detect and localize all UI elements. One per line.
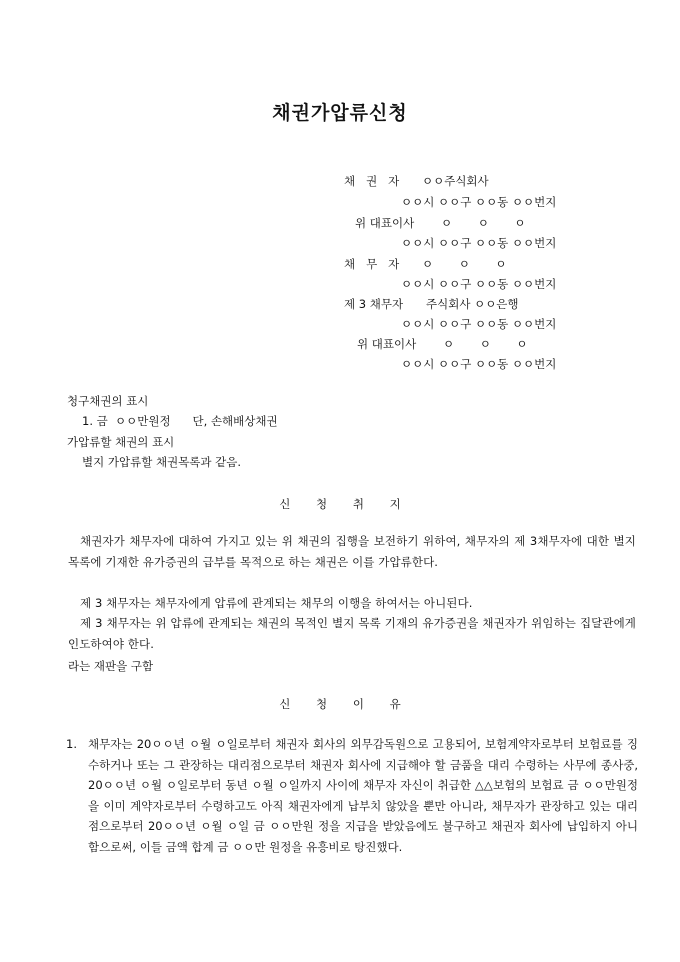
document-title: 채권가압류신청 <box>272 102 408 124</box>
party-label: 위 대표이사 <box>357 337 417 351</box>
claim-heading: 청구채권의 표시 <box>67 394 149 408</box>
party-label: 채 권 자 <box>344 174 400 188</box>
party-label: 위 대표이사 <box>355 216 415 230</box>
party-label: 채 무 자 <box>344 257 400 271</box>
party-value: ㅇㅇ시 ㅇㅇ구 ㅇㅇ동 ㅇㅇ번지 <box>401 236 557 250</box>
party-value: ㅇ ㅇ ㅇ <box>441 216 526 230</box>
party-value: ㅇ ㅇ ㅇ <box>422 257 507 271</box>
party-value: ㅇㅇ시 ㅇㅇ구 ㅇㅇ동 ㅇㅇ번지 <box>401 357 557 371</box>
purpose-paragraph-3: 제 3 채무자는 위 압류에 관계되는 채권의 목적인 별지 목록 기재의 유가증권을 채권자가 위임하는 집달관에게 인도하여야 한다. <box>68 616 636 651</box>
target-heading: 가압류할 채권의 표시 <box>67 435 175 449</box>
purpose-paragraph-2: 제 3 채무자는 채무자에게 압류에 관계되는 채무의 이행을 하여서는 아니된다. <box>80 596 473 610</box>
party-value: 주식회사 ㅇㅇ은행 <box>426 297 519 311</box>
target-line: 별지 가압류할 채권목록과 같음. <box>82 455 242 469</box>
party-value: ㅇ ㅇ ㅇ <box>443 337 528 351</box>
reason-item-1 <box>66 734 638 857</box>
party-value: ㅇㅇ시 ㅇㅇ구 ㅇㅇ동 ㅇㅇ번지 <box>401 277 557 291</box>
claim-line: 1. 금 ㅇㅇ만원정 단, 손해배상채권 <box>82 414 278 428</box>
party-value: ㅇㅇ주식회사 <box>422 174 489 188</box>
reason-item-number: 1. <box>66 737 77 751</box>
purpose-heading: 신 청 취 지 <box>279 497 401 511</box>
reasons-heading: 신 청 이 유 <box>279 697 401 711</box>
purpose-closing: 라는 재판을 구함 <box>68 659 154 673</box>
reason-item-text: 채무자는 20ㅇㅇ년 ㅇ월 ㅇ일로부터 채권자 회사의 외무감독원으로 고용되어, 보험계약자로부터 보험료를 징수하거나 또는 그 관장하는 대리점으로부터 채권자 회사에 지급해야 할 금품을 대리 수령하는 사무에 종사중, 20ㅇㅇ년 ㅇ월 ㅇ일로부터 동년 ㅇ월 ㅇ일까지 사이에 채무자 자신이 취급한 △△보험의 보험료 금 ㅇㅇ만원정을 이미 계약자로부터 수령하고도 아직 채권자에게 납부치 않았을 뿐만 아니라, 채무자가 관장하고 있는 대리점으로부터 20ㅇㅇ년 ㅇ월 ㅇ일 금 ㅇㅇ만원 정을 지급을 받았음에도 불구하고 채권자 회사에 납입하지 아니함으로써, 이들 금액 합계 금 ㅇㅇ만 원정을 유흥비로 탕진했다. <box>88 737 638 854</box>
purpose-paragraph-1: 채권자가 채무자에 대하여 가지고 있는 위 채권의 집행을 보전하기 위하여, 채무자의 제 3채무자에 대한 별지 목록에 기재한 유가증권의 급부를 목적으로 하는 채권은 이를 가압류한다. <box>68 534 636 569</box>
party-label: 제 3 채무자 <box>344 297 404 311</box>
party-value: ㅇㅇ시 ㅇㅇ구 ㅇㅇ동 ㅇㅇ번지 <box>401 317 557 331</box>
party-value: ㅇㅇ시 ㅇㅇ구 ㅇㅇ동 ㅇㅇ번지 <box>401 195 557 209</box>
